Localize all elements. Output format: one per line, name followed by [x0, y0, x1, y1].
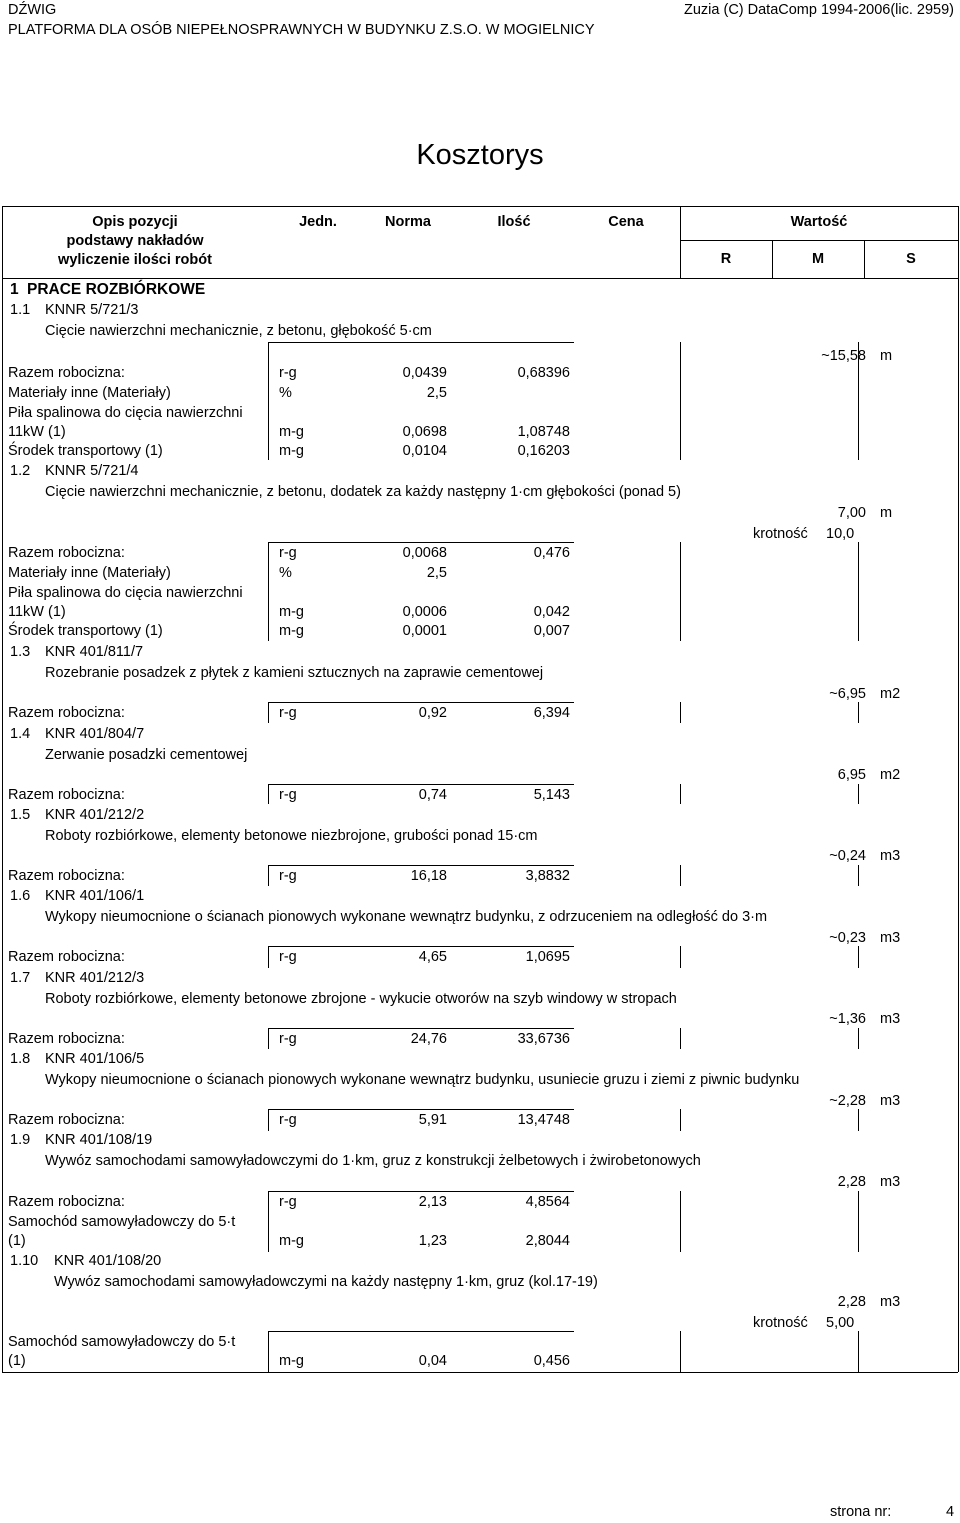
col-divider-r-m — [858, 342, 859, 460]
multiplier-label: krotność — [753, 526, 808, 542]
position-description: Wywóz samochodami samowyładowczymi do 1·km, gruz z konstrukcji żelbetowych i żwirobetonowych — [45, 1153, 701, 1169]
resource-quantity: 1,08748 — [517, 424, 570, 440]
resource-label: Razem robocizna: — [8, 949, 125, 965]
multiplier-value: 10,0 — [826, 526, 855, 542]
table-left-border — [2, 206, 3, 1372]
resource-label: Razem robocizna: — [8, 705, 125, 721]
position-unit: m3 — [880, 1011, 901, 1027]
resource-quantity: 6,394 — [533, 705, 570, 721]
resource-norm: 5,91 — [418, 1112, 447, 1128]
col-divider-jedn — [268, 1331, 269, 1372]
wartosc-divider — [680, 240, 958, 241]
col-opis-line2: podstawy nakładów — [66, 233, 204, 249]
resource-unit: r-g — [279, 868, 297, 884]
position-description: Cięcie nawierzchni mechanicznie, z betonu, dodatek za każdy następny 1·cm głębokości (ponad 5) — [45, 484, 681, 500]
resource-quantity: 13,4748 — [517, 1112, 570, 1128]
resource-label: Razem robocizna: — [8, 545, 125, 561]
position-number: 1.7 — [10, 970, 31, 986]
resource-label: 11kW (1) — [8, 424, 66, 440]
resource-label: (1) — [8, 1353, 26, 1369]
position-code: KNR 401/804/7 — [45, 726, 145, 742]
position-quantity: ~2,28 — [829, 1093, 866, 1109]
col-divider-r-m — [858, 784, 859, 804]
resource-norm: 0,0006 — [402, 604, 447, 620]
position-description: Wykopy nieumocnione o ścianach pionowych wykonane wewnątrz budynku, usuniecie gruzu i ziemi z piwnic budynku — [45, 1072, 800, 1088]
project-title: PLATFORMA DLA OSÓB NIEPEŁNOSPRAWNYCH W BUDYNKU Z.S.O. W MOGIELNICY — [8, 22, 595, 38]
resource-norm: 2,5 — [426, 385, 447, 401]
resource-quantity: 2,8044 — [525, 1233, 570, 1249]
resource-label: Piła spalinowa do cięcia nawierzchni — [8, 585, 243, 601]
position-quantity: 7,00 — [837, 505, 866, 521]
resource-label: Materiały inne (Materiały) — [8, 565, 171, 581]
resource-label: Razem robocizna: — [8, 868, 125, 884]
position-number: 1.5 — [10, 807, 31, 823]
resource-norm: 24,76 — [410, 1031, 447, 1047]
resource-unit: r-g — [279, 1031, 297, 1047]
position-number: 1.8 — [10, 1051, 31, 1067]
resource-label: Materiały inne (Materiały) — [8, 385, 171, 401]
page-label: strona nr: — [830, 1504, 892, 1520]
position-number: 1.2 — [10, 463, 31, 479]
resource-norm: 0,0068 — [402, 545, 447, 561]
section-name: PRACE ROZBIÓRKOWE — [27, 281, 206, 298]
page-title: Kosztorys — [416, 139, 544, 171]
col-divider-wartosc — [680, 542, 681, 641]
position-number: 1.9 — [10, 1132, 31, 1148]
col-opis-line1: Opis pozycji — [92, 214, 178, 230]
resource-norm: 16,18 — [410, 868, 447, 884]
col-divider-r-m — [858, 946, 859, 968]
position-quantity: ~0,23 — [829, 930, 866, 946]
col-divider-jedn — [268, 702, 269, 723]
resource-norm: 4,65 — [418, 949, 447, 965]
resource-quantity: 0,456 — [533, 1353, 570, 1369]
position-description: Zerwanie posadzki cementowej — [45, 747, 248, 763]
resource-label: Samochód samowyładowczy do 5·t — [8, 1334, 236, 1350]
license-info: Zuzia (C) DataComp 1994-2006(lic. 2959) — [684, 2, 954, 18]
row-top-line — [268, 946, 574, 947]
col-opis-line3: wyliczenie ilości robót — [58, 252, 212, 268]
position-quantity: ~15,58 — [821, 348, 866, 364]
resource-unit: m-g — [279, 443, 304, 459]
resource-label: Razem robocizna: — [8, 365, 125, 381]
resource-norm: 0,92 — [418, 705, 447, 721]
col-divider-r-m — [858, 542, 859, 641]
position-unit: m3 — [880, 848, 901, 864]
position-code: KNR 401/212/2 — [45, 807, 145, 823]
col-divider-wartosc — [680, 1331, 681, 1372]
position-code: KNR 401/212/3 — [45, 970, 145, 986]
position-number: 1.4 — [10, 726, 31, 742]
resource-quantity: 3,8832 — [525, 868, 570, 884]
resource-unit: r-g — [279, 705, 297, 721]
position-unit: m3 — [880, 1174, 901, 1190]
resource-unit: % — [279, 385, 292, 401]
row-top-line — [268, 702, 574, 703]
resource-label: Samochód samowyładowczy do 5·t — [8, 1214, 236, 1230]
resource-label: Razem robocizna: — [8, 1194, 125, 1210]
col-divider-wartosc — [680, 784, 681, 804]
col-divider-jedn — [268, 946, 269, 968]
col-divider-wartosc — [680, 1028, 681, 1049]
col-divider-r-m — [858, 1109, 859, 1131]
position-unit: m3 — [880, 1294, 901, 1310]
col-cena: Cena — [608, 214, 644, 230]
resource-quantity: 0,007 — [533, 623, 570, 639]
resource-unit: r-g — [279, 787, 297, 803]
col-divider-r-m — [858, 1028, 859, 1049]
position-description: Roboty rozbiórkowe, elementy betonowe zbrojone - wykucie otworów na szyb windowy w stropach — [45, 991, 677, 1007]
section-number: 1 — [10, 281, 19, 298]
resource-norm: 0,0104 — [402, 443, 447, 459]
col-divider-wartosc — [680, 946, 681, 968]
resource-label: Razem robocizna: — [8, 787, 125, 803]
resource-norm: 2,13 — [418, 1194, 447, 1210]
resource-unit: r-g — [279, 545, 297, 561]
position-description: Cięcie nawierzchni mechanicznie, z betonu, głębokość 5·cm — [45, 323, 432, 339]
position-description: Wykopy nieumocnione o ścianach pionowych wykonane wewnątrz budynku, z odrzuceniem na odległość do 3·m — [45, 909, 768, 925]
table-right-border — [958, 206, 959, 1372]
position-quantity: ~0,24 — [829, 848, 866, 864]
position-unit: m2 — [880, 767, 901, 783]
row-top-line — [268, 1331, 574, 1332]
col-s: S — [906, 251, 916, 267]
row-top-line — [268, 1028, 574, 1029]
resource-norm: 0,74 — [418, 787, 447, 803]
header-divider-r-m — [772, 240, 773, 278]
position-number: 1.3 — [10, 644, 31, 660]
resource-label: Razem robocizna: — [8, 1112, 125, 1128]
col-wartosc: Wartość — [790, 214, 848, 230]
col-divider-jedn — [268, 1109, 269, 1131]
position-description: Rozebranie posadzek z płytek z kamieni sztucznych na zaprawie cementowej — [45, 665, 544, 681]
resource-norm: 0,0001 — [402, 623, 447, 639]
multiplier-label: krotność — [753, 1315, 808, 1331]
col-r: R — [720, 251, 732, 267]
row-top-line — [268, 1191, 574, 1192]
col-divider-r-m — [858, 865, 859, 886]
position-unit: m2 — [880, 686, 901, 702]
table-top-border — [2, 206, 958, 207]
col-divider-wartosc — [680, 865, 681, 886]
col-ilosc: Ilość — [497, 214, 531, 230]
col-divider-jedn — [268, 342, 269, 460]
position-number: 1.10 — [10, 1253, 39, 1269]
table-bottom-border — [2, 1372, 958, 1373]
position-quantity: ~6,95 — [829, 686, 866, 702]
header-divider-m-s — [864, 240, 865, 278]
col-divider-r-m — [858, 1191, 859, 1252]
row-top-line — [268, 784, 574, 785]
col-jedn: Jedn. — [299, 214, 337, 230]
row-top-line — [268, 542, 574, 543]
resource-unit: % — [279, 565, 292, 581]
row-top-line — [268, 342, 574, 343]
resource-label: Piła spalinowa do cięcia nawierzchni — [8, 405, 243, 421]
col-divider-wartosc — [680, 1191, 681, 1252]
resource-unit: m-g — [279, 604, 304, 620]
position-code: KNR 401/106/5 — [45, 1051, 145, 1067]
col-divider-jedn — [268, 542, 269, 641]
resource-norm: 1,23 — [418, 1233, 447, 1249]
position-quantity: ~1,36 — [829, 1011, 866, 1027]
col-divider-wartosc — [680, 342, 681, 460]
header-bottom-border — [2, 278, 958, 279]
resource-unit: r-g — [279, 1112, 297, 1128]
resource-label: Razem robocizna: — [8, 1031, 125, 1047]
resource-unit: m-g — [279, 424, 304, 440]
col-divider-jedn — [268, 1028, 269, 1049]
position-unit: m — [880, 348, 893, 364]
position-number: 1.1 — [10, 302, 31, 318]
position-code: KNNR 5/721/3 — [45, 302, 139, 318]
position-description: Roboty rozbiórkowe, elementy betonowe niezbrojone, grubości ponad 15·cm — [45, 828, 538, 844]
resource-norm: 2,5 — [426, 565, 447, 581]
col-divider-r-m — [858, 1331, 859, 1372]
resource-quantity: 5,143 — [533, 787, 570, 803]
row-top-line — [268, 865, 574, 866]
resource-unit: r-g — [279, 1194, 297, 1210]
position-code: KNNR 5/721/4 — [45, 463, 139, 479]
resource-quantity: 0,68396 — [517, 365, 570, 381]
position-quantity: 2,28 — [837, 1294, 866, 1310]
resource-quantity: 33,6736 — [517, 1031, 570, 1047]
page-number: 4 — [946, 1504, 955, 1520]
position-number: 1.6 — [10, 888, 31, 904]
col-divider-jedn — [268, 1191, 269, 1252]
position-quantity: 6,95 — [837, 767, 866, 783]
col-norma: Norma — [385, 214, 431, 230]
resource-unit: m-g — [279, 1353, 304, 1369]
position-unit: m — [880, 505, 893, 521]
col-divider-r-m — [858, 702, 859, 723]
resource-unit: r-g — [279, 365, 297, 381]
position-quantity: 2,28 — [837, 1174, 866, 1190]
position-code: KNR 401/108/20 — [54, 1253, 162, 1269]
resource-norm: 0,04 — [418, 1353, 447, 1369]
resource-norm: 0,0439 — [402, 365, 447, 381]
position-code: KNR 401/108/19 — [45, 1132, 153, 1148]
resource-unit: m-g — [279, 623, 304, 639]
col-divider-jedn — [268, 784, 269, 804]
resource-label: (1) — [8, 1233, 26, 1249]
resource-norm: 0,0698 — [402, 424, 447, 440]
resource-label: Środek transportowy (1) — [8, 623, 163, 639]
resource-unit: r-g — [279, 949, 297, 965]
multiplier-value: 5,00 — [826, 1315, 855, 1331]
resource-quantity: 1,0695 — [525, 949, 570, 965]
col-divider-wartosc — [680, 1109, 681, 1131]
resource-label: Środek transportowy (1) — [8, 443, 163, 459]
position-unit: m3 — [880, 1093, 901, 1109]
resource-quantity: 0,16203 — [517, 443, 570, 459]
resource-label: 11kW (1) — [8, 604, 66, 620]
position-code: KNR 401/811/7 — [45, 644, 144, 660]
position-unit: m3 — [880, 930, 901, 946]
resource-quantity: 0,042 — [533, 604, 570, 620]
header-divider-wartosc — [680, 206, 681, 278]
resource-quantity: 0,476 — [533, 545, 570, 561]
resource-unit: m-g — [279, 1233, 304, 1249]
col-divider-jedn — [268, 865, 269, 886]
col-m: M — [811, 251, 825, 267]
col-divider-wartosc — [680, 702, 681, 723]
position-description: Wywóz samochodami samowyładowczymi na każdy następny 1·km, gruz (kol.17-19) — [54, 1274, 598, 1290]
row-top-line — [268, 1109, 574, 1110]
resource-quantity: 4,8564 — [525, 1194, 570, 1210]
app-name: DŹWIG — [8, 2, 57, 18]
position-code: KNR 401/106/1 — [45, 888, 145, 904]
